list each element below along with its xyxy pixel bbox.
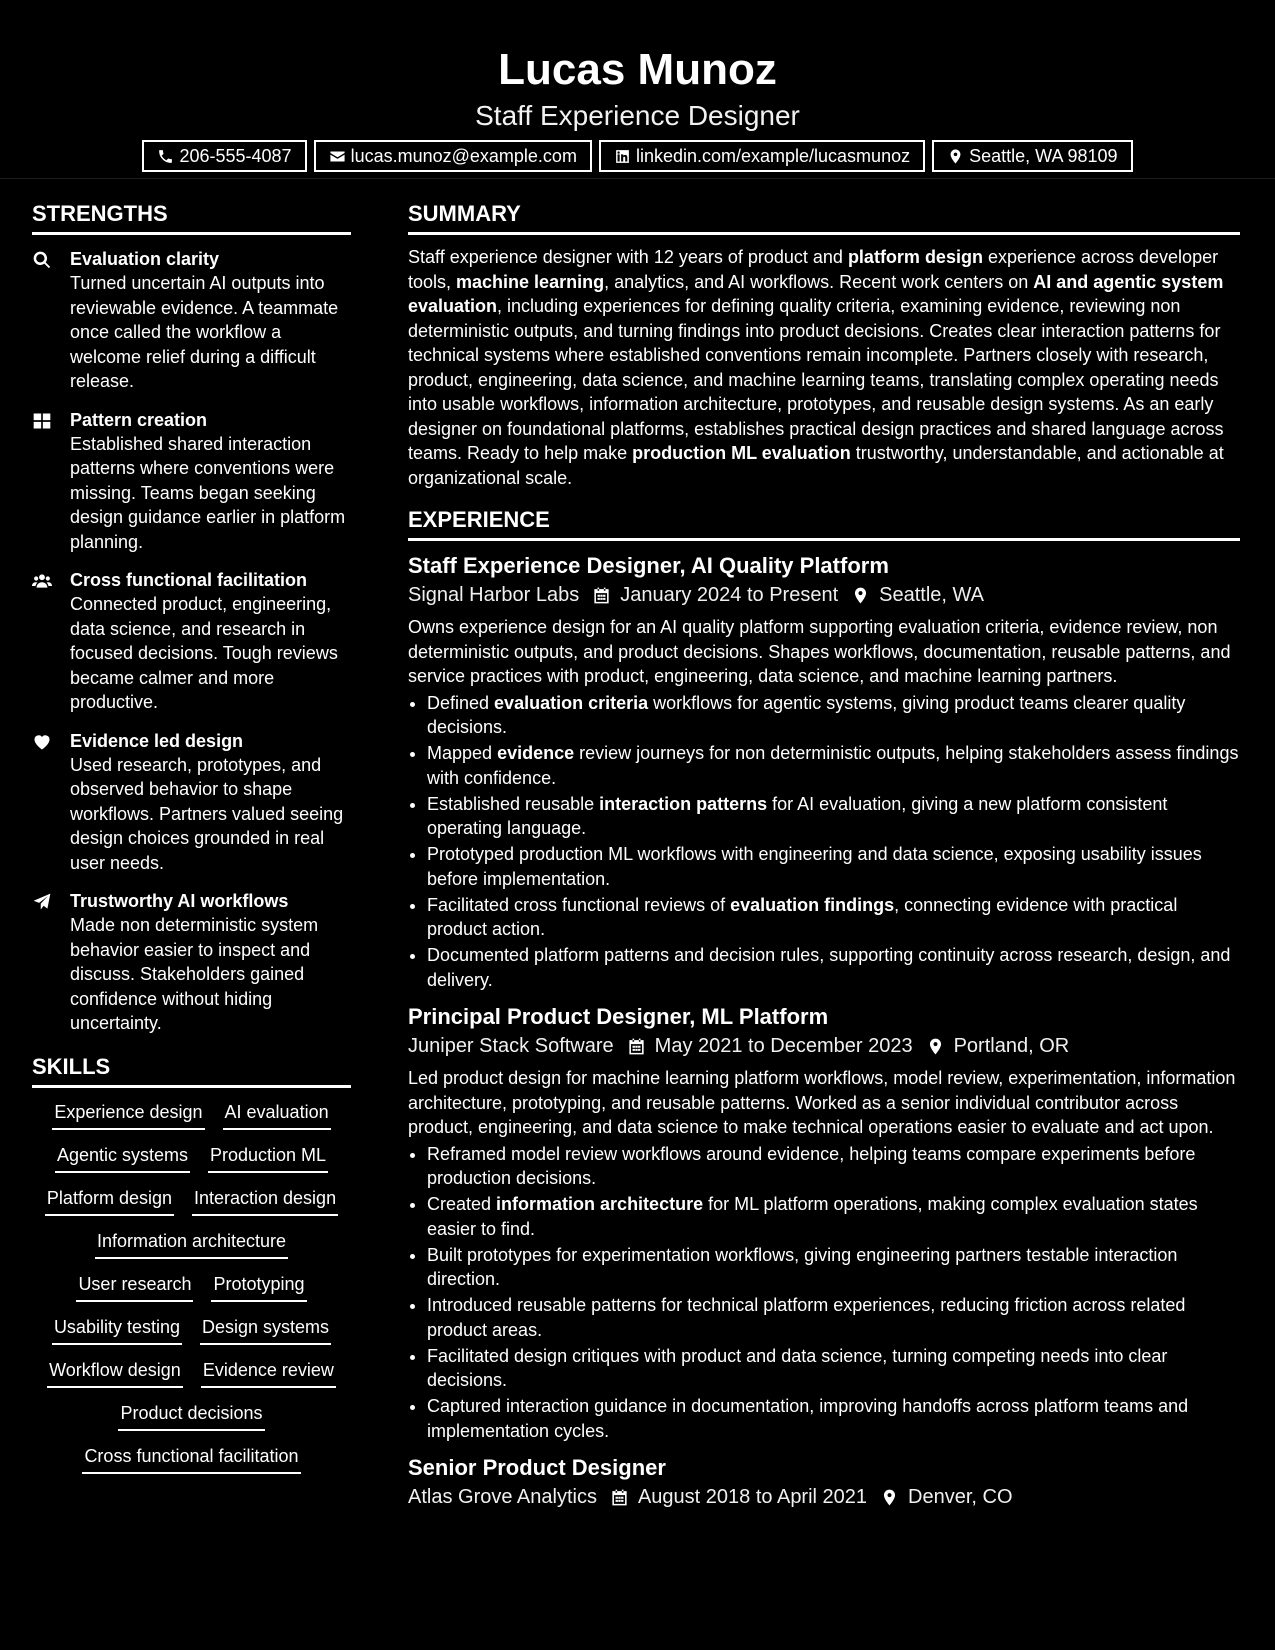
strength-item [32,247,351,394]
summary-heading: SUMMARY [408,200,1240,235]
bold-text: information architecture [496,1194,704,1214]
text-segment: Documented platform patterns and decision rules, supporting continuity across research, design, and delivery. [427,945,1231,990]
strength-desc: Made non deterministic system behavior easier to inspect and discuss. Stakeholders gained confidence without hiding uncertainty. [70,915,319,1033]
strength-icon-wrap [32,729,70,876]
job-meta [408,580,1240,610]
contact-phone[interactable] [142,140,306,172]
bold-text: platform design [847,247,983,267]
strengths-heading: STRENGTHS [32,200,351,235]
job-bullet [427,1243,1240,1292]
text-segment: , including experiences for defining quality criteria, examining evidence, reviewing non deterministic outputs, and turning findings into product decisions. Creates clear interaction patterns for technical systems where established conventions remain incomplete. Partners closely with research, product, engineering, data science, and machine learning teams, translating complex operating needs into usable workflows, information architecture, prototypes, and reusable design systems. As an early designer on foundational platforms, establishes practical design practices and shared language across teams. Ready to help make [408,296,1224,463]
job-bullet [427,1293,1240,1342]
text-segment: Facilitated cross functional reviews of [427,894,731,915]
resume-header [0,0,1275,179]
strength-item [32,408,351,555]
skill-tag: Information architecture [95,1227,288,1259]
bold-text: interaction patterns [599,793,768,814]
job-dates: August 2018 to April 2021 [637,1486,868,1508]
linkedin-icon [614,148,631,165]
text-segment: review journeys for non deterministic outputs, helping stakeholders assess findings with confidence. [427,743,1239,788]
strength-desc: Turned uncertain AI outputs into reviewable evidence. A teammate once called the workflow a welcome relief during a difficult release. [70,273,339,391]
summary-text [408,245,1240,490]
strength-title: Pattern creation [70,409,208,430]
text-segment: trustworthy, understandable, and actionable at organizational scale. [408,443,1224,488]
job-bullet [427,1344,1240,1393]
contact-email[interactable] [314,140,592,172]
skill-tag: Experience design [52,1098,204,1130]
job-bullets [408,691,1240,993]
job-location: Denver, CO [908,1486,1013,1508]
strength-title: Cross functional facilitation [70,570,308,590]
job-bullet [427,893,1240,942]
skill-tag: Design systems [200,1313,331,1345]
text-segment: for AI evaluation, giving a new platform consistent operating language. [427,793,1168,838]
job-title: Staff Experience Designer, AI Quality Platform [408,553,889,578]
skill-tag: Platform design [45,1184,174,1216]
job-dates: May 2021 to December 2023 [654,1035,913,1057]
candidate-name: Lucas Munoz [498,45,777,94]
job-bullet [427,1142,1240,1191]
job-bullet [427,741,1240,790]
job-entry [408,1002,1240,1443]
strength-icon-wrap [32,408,70,555]
contact-location[interactable] [932,140,1132,172]
strength-desc: Established shared interaction patterns where conventions were missing. Teams began seeking design guidance earlier in platform planning. [70,433,346,552]
skill-tag: Cross functional facilitation [82,1442,300,1474]
calendar-icon [627,1037,646,1056]
job-bullet [427,1192,1240,1241]
search-icon [32,250,52,270]
strength-title: Trustworthy AI workflows [70,891,289,911]
phone-icon [157,148,174,165]
strength-title: Evaluation clarity [70,249,220,269]
job-location: Seattle, WA [879,584,984,606]
envelope-icon [329,148,346,165]
text-segment: , connecting evidence with practical product action. [427,894,1178,939]
calendar-icon [610,1488,629,1507]
job-bullet [427,842,1240,891]
skills-heading: SKILLS [32,1053,351,1088]
job-entry [408,1453,1240,1512]
job-bullet [427,792,1240,841]
strength-item [32,568,351,715]
job-entry [408,551,1240,992]
text-segment: Staff experience designer with 12 years of product and [408,247,848,267]
bold-text: evaluation findings [730,894,895,915]
strength-icon-wrap [32,247,70,394]
linkedin-text: linkedin.com/example/lucasmunoz [635,145,911,166]
job-bullets [408,1142,1240,1444]
text-segment: workflows for agentic systems, giving product teams clearer quality decisions. [427,692,1186,737]
right-column [408,200,1240,1512]
experience-heading: EXPERIENCE [408,506,1240,541]
text-segment: for ML platform operations, making complex evaluation states easier to find. [427,1194,1198,1239]
strength-title: Evidence led design [70,730,244,751]
paper-plane-icon [32,892,52,912]
skill-tag: Interaction design [192,1184,338,1216]
skill-tag: Production ML [208,1141,328,1173]
bold-text: AI and agentic system evaluation [408,271,1224,316]
text-segment: Introduced reusable patterns for technical platform experiences, reducing friction across related product areas. [427,1295,1186,1340]
text-segment: Created [427,1194,497,1214]
job-meta [408,1482,1240,1512]
text-segment: Built prototypes for experimentation workflows, giving engineering partners testable interaction direction. [427,1244,1178,1289]
strength-body [70,408,351,555]
text-segment: Facilitated design critiques with product and data science, turning competing needs into clear decisions. [427,1345,1168,1390]
text-segment: Prototyped production ML workflows with engineering and data science, exposing usability issues before implementation. [427,844,1202,889]
map-pin-icon [947,148,964,165]
email-text: lucas.munoz@example.com [350,145,577,166]
job-company: Juniper Stack Software [408,1035,614,1057]
job-dates: January 2024 to Present [620,584,839,606]
strength-desc: Used research, prototypes, and observed behavior to shape workflows. Partners valued seeing design choices grounded in real user needs. [70,754,344,873]
strength-body [70,568,351,715]
phone-text: 206-555-4087 [179,145,292,166]
job-company: Signal Harbor Labs [408,584,580,606]
text-segment: Mapped [427,743,498,763]
text-segment: Reframed model review workflows around evidence, helping teams compare experiments before production decisions. [427,1143,1196,1188]
strength-desc: Connected product, engineering, data science, and research in focused decisions. Tough reviews became calmer and more productive. [70,594,338,712]
job-title: Senior Product Designer [408,1455,666,1480]
users-icon [32,571,52,591]
text-segment: Established reusable [427,793,600,814]
contact-bar [0,140,1275,172]
text-segment: Defined [427,692,495,713]
strength-icon-wrap [32,568,70,715]
bold-text: machine learning [456,271,605,292]
job-bullet [427,943,1240,992]
skills-list [32,1098,351,1474]
candidate-title: Staff Experience Designer [475,100,800,131]
experience-list [408,551,1240,1512]
job-title: Principal Product Designer, ML Platform [408,1004,829,1029]
skill-tag: Prototyping [211,1270,306,1302]
skill-tag: Evidence review [201,1356,336,1388]
skill-tag: AI evaluation [223,1098,331,1130]
job-company: Atlas Grove Analytics [408,1486,597,1508]
text-segment: Captured interaction guidance in documentation, improving handoffs across platform teams and implementation cycles. [427,1396,1189,1441]
strengths-list [32,247,351,1036]
job-bullet [427,1394,1240,1443]
contact-linkedin[interactable] [599,140,925,172]
skill-tag: User research [76,1270,193,1302]
strength-item [32,889,351,1036]
grid-icon [32,411,52,431]
map-pin-icon [880,1488,899,1507]
text-segment: experience across developer tools, [408,247,1219,292]
job-bullet [427,691,1240,740]
heart-icon [32,732,52,752]
calendar-icon [592,586,611,605]
strength-body [70,729,351,876]
strength-icon-wrap [32,889,70,1036]
strength-item [32,729,351,876]
map-pin-icon [926,1037,945,1056]
skill-tag: Agentic systems [55,1141,190,1173]
strength-body [70,889,351,1036]
job-location: Portland, OR [953,1035,1070,1057]
bold-text: evaluation criteria [494,692,649,713]
map-pin-icon [851,586,870,605]
skill-tag: Workflow design [47,1356,183,1388]
bold-text: production ML evaluation [632,443,851,463]
left-column [32,200,351,1474]
job-description: Owns experience design for an AI quality platform supporting evaluation criteria, evidence review, non deterministic outputs, and product decisions. Shapes workflows, documentation, reusable patterns, and service practices with product, engineering, data science, and machine learning partners. [408,617,1231,686]
job-meta [408,1031,1240,1061]
location-text: Seattle, WA 98109 [969,145,1118,166]
skill-tag: Usability testing [52,1313,182,1345]
strength-body [70,247,351,394]
bold-text: evidence [497,743,575,763]
skill-tag: Product decisions [118,1399,264,1431]
job-description: Led product design for machine learning platform workflows, model review, experimentation, information architecture, prototyping, and reusable patterns. Worked as a senior individual contributor across product, engineering, and data science to make technical operations easier to evaluate and act upon. [408,1068,1236,1137]
text-segment: , analytics, and AI workflows. Recent work centers on [604,271,1034,292]
